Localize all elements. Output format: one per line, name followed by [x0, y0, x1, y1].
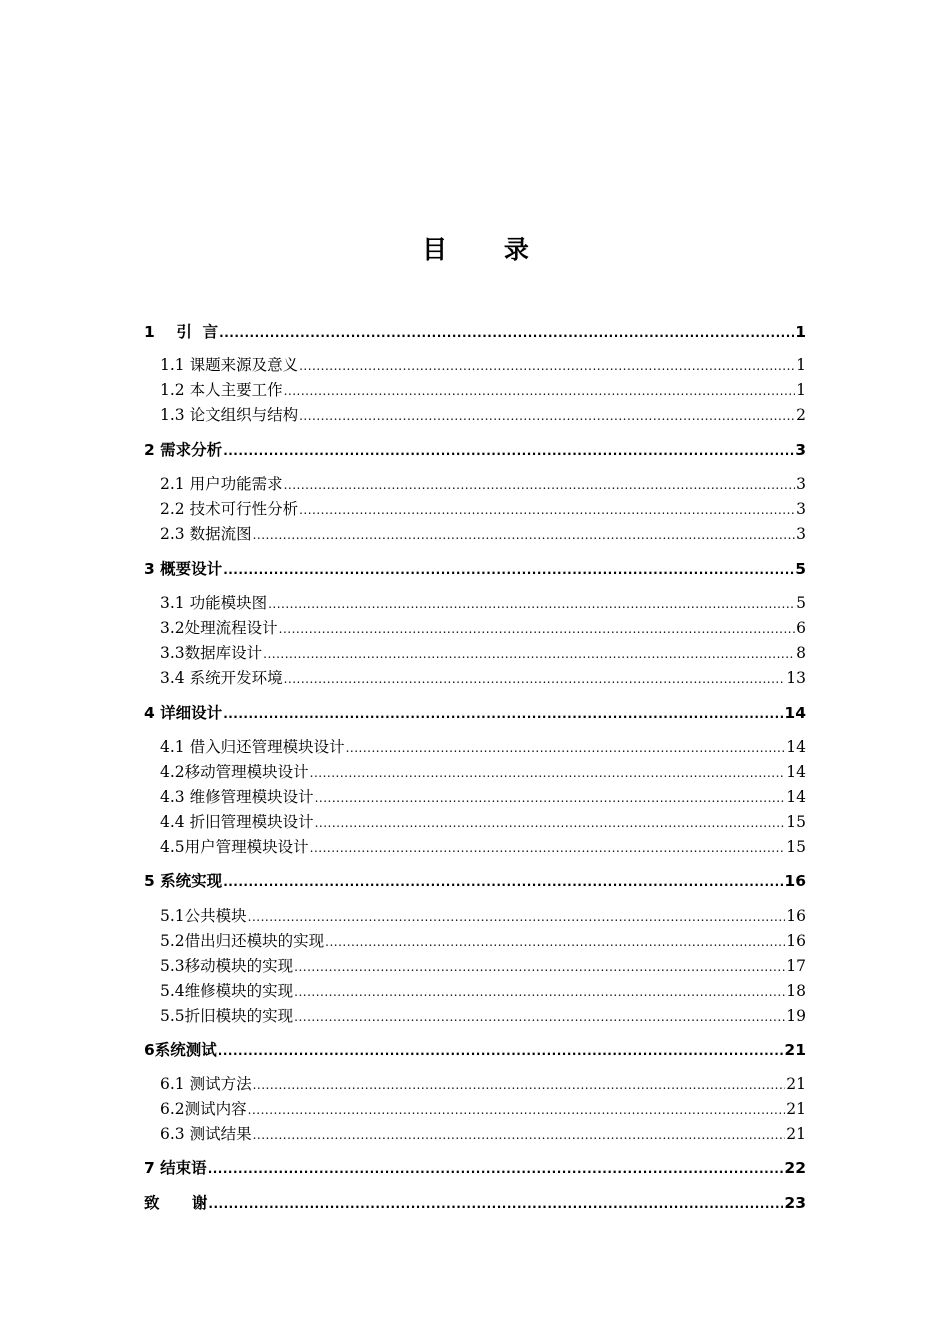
toc-chapter-entry[interactable] — [144, 1157, 806, 1179]
toc-section-entry[interactable] — [160, 955, 806, 977]
toc-entry-label: 5.3移动模块的实现 — [160, 957, 294, 975]
toc-entry-label: 3 概要设计 — [144, 560, 223, 578]
toc-dot-leader — [253, 1074, 786, 1096]
toc-section-entry[interactable] — [160, 930, 806, 952]
toc-section-entry[interactable] — [160, 786, 806, 808]
toc-entry-page-number: 3 — [795, 441, 806, 459]
toc-entry-label: 7 结束语 — [144, 1159, 207, 1177]
toc-dot-leader — [219, 322, 794, 344]
toc-entry-label: 4 详细设计 — [144, 704, 223, 722]
toc-dot-leader — [310, 837, 786, 859]
toc-chapter-entry[interactable] — [144, 1192, 806, 1214]
toc-entry-label: 3.2处理流程设计 — [160, 619, 278, 637]
toc-entry-label: 5.2借出归还模块的实现 — [160, 932, 325, 950]
toc-entry-page-number: 21 — [786, 1075, 806, 1093]
toc-dot-leader — [284, 474, 796, 496]
toc-entry-label: 3.4 系统开发环境 — [160, 669, 283, 687]
toc-chapter-entry[interactable] — [144, 702, 806, 724]
toc-entry-page-number: 1 — [796, 381, 806, 399]
toc-section-entry[interactable] — [160, 473, 806, 495]
toc-entry-page-number: 21 — [784, 1041, 806, 1059]
toc-entry-page-number: 5 — [795, 560, 806, 578]
toc-entry-page-number: 2 — [796, 406, 806, 424]
toc-entry-label: 5.1公共模块 — [160, 907, 247, 925]
toc-entry-page-number: 21 — [786, 1100, 806, 1118]
toc-section-entry[interactable] — [160, 404, 806, 426]
toc-entry-page-number: 17 — [786, 957, 806, 975]
toc-dot-leader — [325, 931, 785, 953]
toc-entry-label: 2.3 数据流图 — [160, 525, 252, 543]
toc-chapter-entry[interactable] — [144, 439, 806, 461]
toc-entry-label: 3.1 功能模块图 — [160, 594, 268, 612]
toc-dot-leader — [253, 524, 796, 546]
toc-entry-page-number: 16 — [786, 907, 806, 925]
toc-entry-label: 2 需求分析 — [144, 441, 223, 459]
toc-section-entry[interactable] — [160, 1005, 806, 1027]
toc-dot-leader — [315, 812, 786, 834]
toc-entry-page-number: 3 — [796, 500, 806, 518]
toc-entry-page-number: 15 — [786, 813, 806, 831]
toc-dot-leader — [299, 499, 795, 521]
toc-dot-leader — [284, 380, 796, 402]
toc-entry-page-number: 1 — [795, 323, 806, 341]
toc-entry-label: 1.1 课题来源及意义 — [160, 356, 299, 374]
toc-section-entry[interactable] — [160, 592, 806, 614]
toc-entry-page-number: 6 — [796, 619, 806, 637]
toc-dot-leader — [294, 1006, 785, 1028]
toc-entry-label: 4.5用户管理模块设计 — [160, 838, 309, 856]
toc-section-entry[interactable] — [160, 736, 806, 758]
toc-entry-label: 致 谢 — [144, 1194, 208, 1212]
toc-entry-label: 1 引 言 — [144, 323, 219, 341]
toc-entry-page-number: 5 — [796, 594, 806, 612]
toc-section-entry[interactable] — [160, 1073, 806, 1095]
toc-chapter-entry[interactable] — [144, 870, 806, 892]
toc-entry-page-number: 13 — [786, 669, 806, 687]
toc-chapter-entry[interactable] — [144, 321, 806, 343]
toc-dot-leader — [223, 559, 794, 581]
toc-dot-leader — [263, 643, 795, 665]
toc-dot-leader — [223, 703, 783, 725]
toc-entry-label: 3.3数据库设计 — [160, 644, 263, 662]
toc-entry-page-number: 18 — [786, 982, 806, 1000]
page-title: 目 录 — [422, 235, 553, 264]
toc-dot-leader — [279, 618, 795, 640]
toc-entry-label: 6.3 测试结果 — [160, 1125, 252, 1143]
toc-dot-leader — [310, 762, 786, 784]
toc-entry-page-number: 14 — [786, 763, 806, 781]
toc-entry-label: 4.1 借入归还管理模块设计 — [160, 738, 345, 756]
toc-dot-leader — [284, 668, 786, 690]
toc-section-entry[interactable] — [160, 811, 806, 833]
toc-section-entry[interactable] — [160, 617, 806, 639]
toc-entry-label: 1.2 本人主要工作 — [160, 381, 283, 399]
toc-section-entry[interactable] — [160, 379, 806, 401]
toc-entry-page-number: 8 — [796, 644, 806, 662]
toc-entry-page-number: 21 — [786, 1125, 806, 1143]
toc-entry-label: 5.5折旧模块的实现 — [160, 1007, 294, 1025]
toc-entry-page-number: 16 — [786, 932, 806, 950]
toc-section-entry[interactable] — [160, 1123, 806, 1145]
toc-dot-leader — [223, 871, 783, 893]
toc-dot-leader — [268, 593, 795, 615]
toc-entry-label: 4.4 折旧管理模块设计 — [160, 813, 314, 831]
toc-entry-page-number: 1 — [796, 356, 806, 374]
toc-dot-leader — [208, 1193, 783, 1215]
toc-section-entry[interactable] — [160, 836, 806, 858]
toc-entry-page-number: 3 — [796, 475, 806, 493]
toc-dot-leader — [294, 981, 785, 1003]
toc-dot-leader — [218, 1040, 784, 1062]
toc-chapter-entry[interactable] — [144, 558, 806, 580]
toc-section-entry[interactable] — [160, 905, 806, 927]
toc-entry-label: 6.1 测试方法 — [160, 1075, 252, 1093]
toc-entry-page-number: 19 — [786, 1007, 806, 1025]
toc-entry-label: 6系统测试 — [144, 1041, 217, 1059]
toc-entry-page-number: 3 — [796, 525, 806, 543]
toc-chapter-entry[interactable] — [144, 1039, 806, 1061]
toc-entry-label: 2.2 技术可行性分析 — [160, 500, 299, 518]
toc-dot-leader — [248, 1099, 786, 1121]
toc-entry-label: 4.2移动管理模块设计 — [160, 763, 309, 781]
toc-section-entry[interactable] — [160, 523, 806, 545]
toc-dot-leader — [223, 440, 794, 462]
toc-entry-label: 4.3 维修管理模块设计 — [160, 788, 314, 806]
toc-entry-page-number: 23 — [784, 1194, 806, 1212]
toc-dot-leader — [315, 787, 786, 809]
toc-section-entry[interactable] — [160, 667, 806, 689]
toc-entry-page-number: 14 — [786, 738, 806, 756]
toc-dot-leader — [253, 1124, 786, 1146]
toc-entry-label: 1.3 论文组织与结构 — [160, 406, 299, 424]
toc-section-entry[interactable] — [160, 761, 806, 783]
toc-entry-page-number: 14 — [784, 704, 806, 722]
toc-dot-leader — [248, 906, 786, 928]
toc-section-entry[interactable] — [160, 498, 806, 520]
toc-section-entry[interactable] — [160, 642, 806, 664]
toc-entry-label: 6.2测试内容 — [160, 1100, 247, 1118]
toc-entry-page-number: 22 — [784, 1159, 806, 1177]
toc-section-entry[interactable] — [160, 1098, 806, 1120]
toc-entry-label: 2.1 用户功能需求 — [160, 475, 283, 493]
toc-dot-leader — [294, 956, 785, 978]
toc-entry-page-number: 15 — [786, 838, 806, 856]
toc-dot-leader — [299, 405, 795, 427]
toc-dot-leader — [299, 355, 795, 377]
toc-entry-label: 5 系统实现 — [144, 872, 223, 890]
toc-entry-label: 5.4维修模块的实现 — [160, 982, 294, 1000]
toc-entry-page-number: 16 — [784, 872, 806, 890]
toc-dot-leader — [346, 737, 786, 759]
toc-section-entry[interactable] — [160, 354, 806, 376]
toc-section-entry[interactable] — [160, 980, 806, 1002]
toc-entry-page-number: 14 — [786, 788, 806, 806]
toc-dot-leader — [208, 1158, 784, 1180]
